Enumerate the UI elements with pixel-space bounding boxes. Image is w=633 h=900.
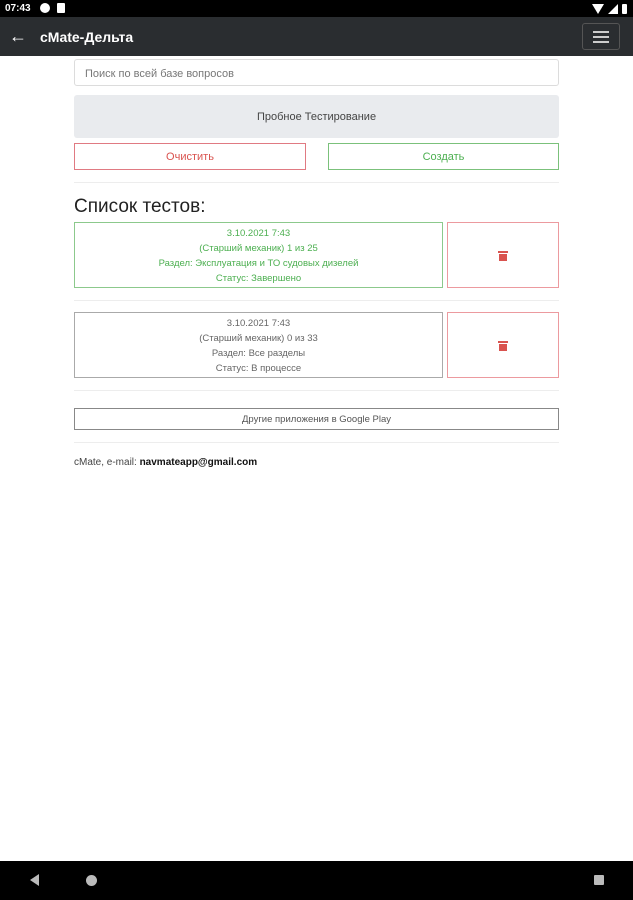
test-status: Статус: Завершено — [215, 273, 302, 284]
signal-icon — [608, 4, 618, 14]
system-nav-bar — [0, 861, 633, 900]
test-date: 3.10.2021 7:43 — [226, 318, 291, 329]
test-section: Раздел: Все разделы — [211, 348, 306, 359]
footer-contact — [74, 457, 257, 468]
footer-prefix: cMate, e-mail: — [74, 457, 140, 468]
nav-recents-icon[interactable] — [594, 875, 604, 885]
create-button[interactable]: Создать — [328, 143, 559, 170]
delete-test-button[interactable] — [447, 312, 559, 378]
hamburger-line — [593, 31, 609, 33]
test-section: Раздел: Эксплуатация и ТО судовых дизелей — [158, 258, 359, 269]
trash-icon — [499, 341, 507, 350]
app-title: cMate-Дельта — [40, 29, 134, 45]
hamburger-line — [593, 41, 609, 43]
trash-icon — [499, 251, 507, 260]
divider — [74, 300, 559, 301]
test-progress: (Старший механик) 0 из 33 — [199, 333, 318, 344]
status-bar — [0, 0, 633, 17]
nav-back-icon[interactable] — [30, 874, 39, 886]
test-progress: (Старший механик) 1 из 25 — [199, 243, 318, 254]
divider — [74, 442, 559, 443]
tests-list-title: Список тестов: — [74, 196, 206, 217]
nav-home-icon[interactable] — [86, 875, 97, 886]
trial-test-button[interactable]: Пробное Тестирование — [74, 95, 559, 138]
hamburger-menu-button[interactable] — [582, 23, 620, 50]
clear-button[interactable]: Очистить — [74, 143, 306, 170]
wifi-icon — [592, 4, 604, 14]
divider — [74, 390, 559, 391]
back-arrow-icon[interactable]: ← — [9, 26, 27, 46]
sim-icon — [57, 3, 65, 13]
footer-email-link[interactable]: navmateapp@gmail.com — [139, 457, 258, 468]
notification-icon — [40, 3, 50, 13]
google-play-apps-button[interactable]: Другие приложения в Google Play — [74, 408, 559, 430]
battery-icon — [622, 4, 627, 14]
app-bar — [0, 17, 633, 56]
hamburger-line — [593, 36, 609, 38]
test-status: Статус: В процессе — [215, 363, 302, 374]
delete-test-button[interactable] — [447, 222, 559, 288]
test-card[interactable] — [74, 312, 443, 378]
test-card[interactable] — [74, 222, 443, 288]
divider — [74, 182, 559, 183]
status-time: 07:43 — [5, 3, 31, 14]
search-input[interactable]: Поиск по всей базе вопросов — [74, 59, 559, 86]
test-date: 3.10.2021 7:43 — [226, 228, 291, 239]
